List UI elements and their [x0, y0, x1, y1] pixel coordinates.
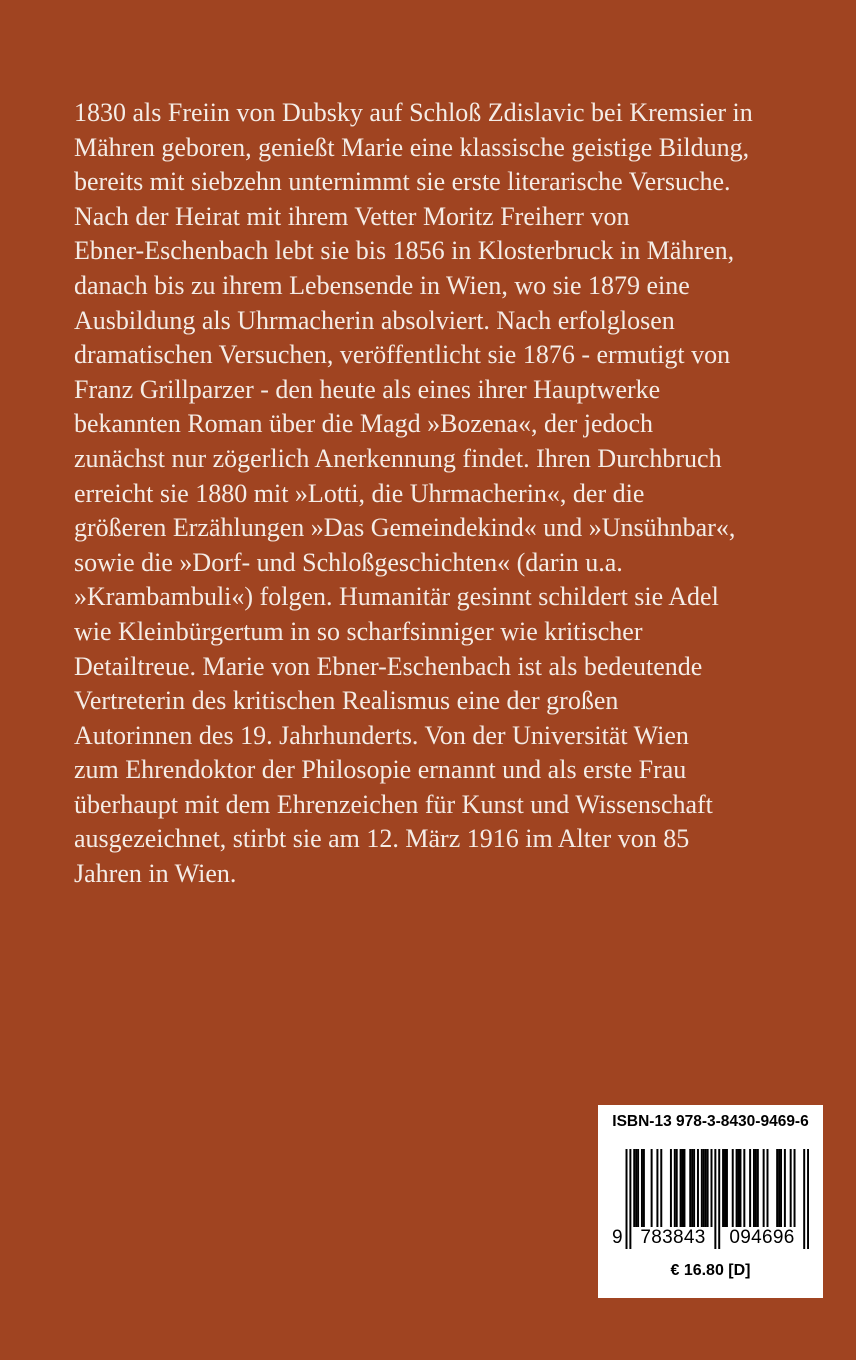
barcode-bar [689, 1149, 691, 1229]
barcode-bar [707, 1149, 709, 1229]
barcode-bar [701, 1149, 703, 1229]
barcode-bar [724, 1149, 726, 1229]
barcode-bar [633, 1149, 635, 1229]
barcode-bar [691, 1149, 693, 1229]
barcode-bar [711, 1149, 713, 1229]
isbn-label: ISBN-13 978-3-8430-9469-6 [612, 1113, 809, 1130]
barcode-bar [693, 1149, 695, 1229]
barcode-bar [637, 1149, 639, 1229]
barcode-bar [683, 1149, 685, 1229]
barcode-bar [641, 1149, 643, 1229]
barcode-bar [767, 1149, 769, 1229]
barcode-bar [743, 1149, 745, 1229]
barcode-bar [780, 1149, 782, 1229]
barcode-bar [794, 1149, 796, 1229]
barcode-bar [674, 1149, 676, 1229]
barcode-bar [790, 1149, 792, 1229]
barcode-bar [749, 1149, 751, 1229]
barcode-left-digits: 783843 [632, 1227, 714, 1249]
barcode-bar [739, 1149, 741, 1229]
barcode-bar [643, 1149, 645, 1229]
barcode-bar [722, 1149, 724, 1229]
barcode-bar [776, 1149, 778, 1229]
barcode-bar [732, 1149, 734, 1229]
barcode-bar [703, 1149, 705, 1229]
barcode-bar [670, 1149, 672, 1229]
barcode-bar [753, 1149, 755, 1229]
barcode-bar [676, 1149, 678, 1229]
author-biography-text: 1830 als Freiin von Dubsky auf Schloß Zdislavic bei Kremsier in Mähren geboren, genießt Marie eine klassische geistige Bildung, bereits mit siebzehn unternimmt sie erste literarische Versuche. Nach der Heirat mit ihrem Vetter Moritz Freiherr von Ebner-Eschenbach lebt sie bis 1856 in Klosterbruck in Mähren, danach bis zu ihrem Lebensende in Wien, wo sie 1879 eine Ausbildung als Uhrmacherin absolviert. Nach erfolglosen dramatischen Versuchen, veröffentlicht sie 1876 - ermutigt von Franz Grillparzer - den heute als eines ihrer Hauptwerke bekannten Roman über die Magd »Bozena«, der jedoch zunächst nur zögerlich Anerkennung findet. Ihren Durchbruch erreicht sie 1880 mit »Lotti, die Uhrmacherin«, der die größeren Erzählungen »Das Gemeindekind« und »Unsühnbar«, sowie die »Dorf- und Schloßgeschichten« (darin u.a. »Krambambuli«) folgen. Humanitär gesinnt schildert sie Adel wie Kleinbürgertum in so scharfsinniger wie kritischer Detailtreue. Marie von Ebner-Eschenbach ist als bedeutende Vertreterin des kritischen Realismus eine der großen Autorinnen des 19. Jahrhunderts. Von der Universität Wien zum Ehrendoktor der Philosopie ernannt und als erste Frau überhaupt mit dem Ehrenzeichen für Kunst und Wissenschaft ausgezeichnet, stirbt sie am 12. März 1916 im Alter von 85 Jahren in Wien. [74, 98, 753, 889]
barcode-bar [656, 1149, 658, 1229]
price-label: € 16.80 [D] [670, 1262, 751, 1279]
barcode-bar [757, 1149, 759, 1229]
barcode-bar [651, 1149, 653, 1229]
barcode-right-digits: 094696 [721, 1227, 803, 1249]
barcode-bar [697, 1149, 699, 1229]
barcode-digits [612, 1227, 809, 1253]
barcode-first-digit: 9 [612, 1227, 623, 1248]
barcode-bar [763, 1149, 765, 1229]
barcode-bar [755, 1149, 757, 1229]
isbn-barcode-box [598, 1105, 823, 1298]
barcode-bar [726, 1149, 728, 1229]
barcode-bar [778, 1149, 780, 1229]
barcode-bar [784, 1149, 786, 1229]
barcode-bar [680, 1149, 682, 1229]
barcode-bar [660, 1149, 662, 1229]
barcode-bar [738, 1149, 740, 1229]
barcode-bar [736, 1149, 738, 1229]
barcode-bar [635, 1149, 637, 1229]
barcode-bar [682, 1149, 684, 1229]
barcode-bar [705, 1149, 707, 1229]
